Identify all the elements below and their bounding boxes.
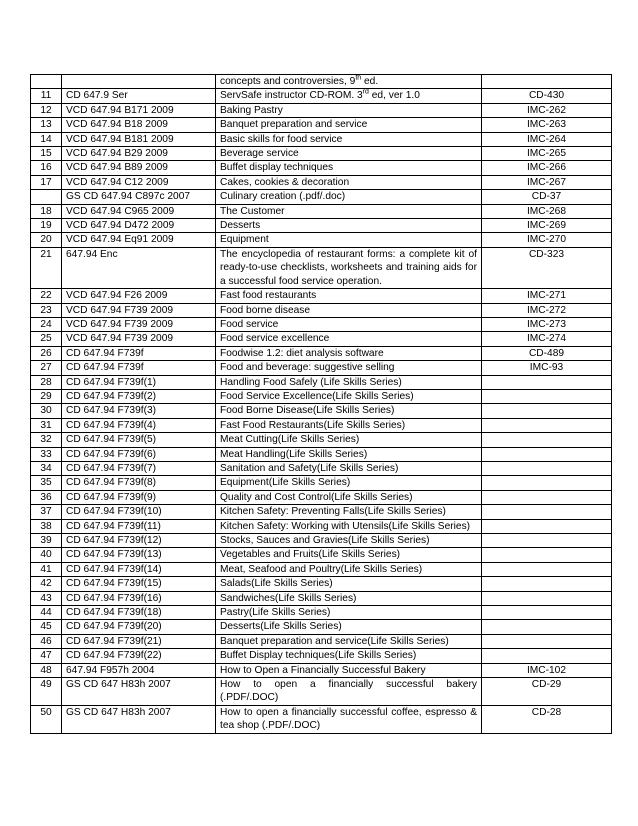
- table-row: [31, 577, 612, 591]
- table-row: [31, 505, 612, 519]
- item-title: Food borne disease: [216, 303, 482, 317]
- table-row: [31, 548, 612, 562]
- accession-code: IMC-268: [482, 204, 612, 218]
- item-title: Fast food restaurants: [216, 289, 482, 303]
- accession-code: [482, 620, 612, 634]
- call-number: CD 647.94 F739f(15): [62, 577, 216, 591]
- call-number: VCD 647.94 F739 2009: [62, 332, 216, 346]
- call-number: VCD 647.94 B89 2009: [62, 161, 216, 175]
- accession-code: IMC-262: [482, 103, 612, 117]
- accession-code: CD-28: [482, 705, 612, 733]
- item-title: Stocks, Sauces and Gravies(Life Skills Series): [216, 534, 482, 548]
- item-title: How to open a financially successful coffee, espresso & tea shop (.PDF/.DOC): [216, 705, 482, 733]
- call-number: CD 647.94 F739f(13): [62, 548, 216, 562]
- call-number: CD 647.94 F739f(14): [62, 562, 216, 576]
- table-row: [31, 346, 612, 360]
- row-number: 43: [31, 591, 62, 605]
- call-number: CD 647.9 Ser: [62, 89, 216, 103]
- table-row: [31, 447, 612, 461]
- accession-code: [482, 447, 612, 461]
- table-row: [31, 317, 612, 331]
- item-title: Food Service Excellence(Life Skills Series): [216, 389, 482, 403]
- accession-code: CD-37: [482, 190, 612, 204]
- row-number: 14: [31, 132, 62, 146]
- call-number: VCD 647.94 F739 2009: [62, 317, 216, 331]
- accession-code: [482, 75, 612, 89]
- accession-code: [482, 375, 612, 389]
- row-number: 25: [31, 332, 62, 346]
- accession-code: IMC-273: [482, 317, 612, 331]
- call-number: CD 647.94 F739f(16): [62, 591, 216, 605]
- table-row: [31, 103, 612, 117]
- accession-code: IMC-102: [482, 663, 612, 677]
- call-number: GS CD 647 H83h 2007: [62, 678, 216, 706]
- table-row: [31, 433, 612, 447]
- item-title: Buffet display techniques: [216, 161, 482, 175]
- table-row: [31, 161, 612, 175]
- row-number: 17: [31, 175, 62, 189]
- row-number: 29: [31, 389, 62, 403]
- accession-code: [482, 519, 612, 533]
- call-number: VCD 647.94 D472 2009: [62, 219, 216, 233]
- call-number: CD 647.94 F739f(1): [62, 375, 216, 389]
- call-number: CD 647.94 F739f(22): [62, 649, 216, 663]
- table-row: [31, 289, 612, 303]
- row-number: 50: [31, 705, 62, 733]
- accession-code: CD-29: [482, 678, 612, 706]
- call-number: VCD 647.94 F739 2009: [62, 303, 216, 317]
- table-row: [31, 649, 612, 663]
- row-number: 46: [31, 634, 62, 648]
- accession-code: [482, 418, 612, 432]
- item-title: Equipment: [216, 233, 482, 247]
- accession-code: [482, 606, 612, 620]
- table-row: [31, 89, 612, 103]
- row-number: 41: [31, 562, 62, 576]
- table-row: [31, 634, 612, 648]
- item-title: Vegetables and Fruits(Life Skills Series): [216, 548, 482, 562]
- item-title: Salads(Life Skills Series): [216, 577, 482, 591]
- row-number: 33: [31, 447, 62, 461]
- row-number: 24: [31, 317, 62, 331]
- call-number: 647.94 F957h 2004: [62, 663, 216, 677]
- item-title: Kitchen Safety: Working with Utensils(Life Skills Series): [216, 519, 482, 533]
- item-title: Foodwise 1.2: diet analysis software: [216, 346, 482, 360]
- row-number: 18: [31, 204, 62, 218]
- accession-code: [482, 505, 612, 519]
- table-row: [31, 118, 612, 132]
- call-number: CD 647.94 F739f(3): [62, 404, 216, 418]
- table-row: [31, 389, 612, 403]
- row-number: 32: [31, 433, 62, 447]
- call-number: CD 647.94 F739f(6): [62, 447, 216, 461]
- accession-code: [482, 634, 612, 648]
- table-row: [31, 418, 612, 432]
- accession-code: IMC-270: [482, 233, 612, 247]
- accession-code: [482, 649, 612, 663]
- row-number: 34: [31, 461, 62, 475]
- table-row: [31, 705, 612, 733]
- row-number: 48: [31, 663, 62, 677]
- item-title: [216, 75, 482, 89]
- row-number: 11: [31, 89, 62, 103]
- row-number: 45: [31, 620, 62, 634]
- row-number: 40: [31, 548, 62, 562]
- item-title: Kitchen Safety: Preventing Falls(Life Skills Series): [216, 505, 482, 519]
- accession-code: [482, 404, 612, 418]
- call-number: CD 647.94 F739f(20): [62, 620, 216, 634]
- call-number: CD 647.94 F739f(8): [62, 476, 216, 490]
- accession-code: IMC-269: [482, 219, 612, 233]
- call-number: CD 647.94 F739f(10): [62, 505, 216, 519]
- table-row: [31, 476, 612, 490]
- item-title: Sandwiches(Life Skills Series): [216, 591, 482, 605]
- item-title: Buffet Display techniques(Life Skills Series): [216, 649, 482, 663]
- table-row: [31, 591, 612, 605]
- call-number: CD 647.94 F739f(5): [62, 433, 216, 447]
- row-number: [31, 75, 62, 89]
- row-number: 21: [31, 247, 62, 288]
- catalog-table-body: [31, 75, 612, 734]
- accession-code: [482, 433, 612, 447]
- accession-code: [482, 577, 612, 591]
- item-title-text: ServSafe instructor CD-ROM. 3: [220, 90, 363, 102]
- table-row: [31, 303, 612, 317]
- accession-code: [482, 562, 612, 576]
- call-number: CD 647.94 F739f(18): [62, 606, 216, 620]
- call-number: CD 647.94 F739f(9): [62, 490, 216, 504]
- row-number: 49: [31, 678, 62, 706]
- row-number: 20: [31, 233, 62, 247]
- row-number: 15: [31, 147, 62, 161]
- table-row: [31, 663, 612, 677]
- accession-code: CD-323: [482, 247, 612, 288]
- call-number: CD 647.94 F739f(21): [62, 634, 216, 648]
- item-title: Pastry(Life Skills Series): [216, 606, 482, 620]
- item-title: [216, 89, 482, 103]
- ordinal-suffix: rd: [362, 89, 369, 97]
- accession-code: [482, 389, 612, 403]
- table-row: [31, 132, 612, 146]
- item-title: Handling Food Safely (Life Skills Series): [216, 375, 482, 389]
- row-number: 27: [31, 361, 62, 375]
- row-number: 13: [31, 118, 62, 132]
- accession-code: CD-430: [482, 89, 612, 103]
- accession-code: IMC-263: [482, 118, 612, 132]
- table-row: [31, 562, 612, 576]
- table-row: [31, 404, 612, 418]
- accession-code: IMC-93: [482, 361, 612, 375]
- accession-code: CD-489: [482, 346, 612, 360]
- call-number: CD 647.94 F739f(12): [62, 534, 216, 548]
- accession-code: [482, 591, 612, 605]
- item-title: Basic skills for food service: [216, 132, 482, 146]
- call-number: VCD 647.94 C965 2009: [62, 204, 216, 218]
- accession-code: [482, 548, 612, 562]
- accession-code: IMC-265: [482, 147, 612, 161]
- item-title-tail: ed.: [361, 76, 379, 87]
- table-row: [31, 606, 612, 620]
- table-row: [31, 678, 612, 706]
- row-number: 38: [31, 519, 62, 533]
- row-number: [31, 190, 62, 204]
- call-number: 647.94 Enc: [62, 247, 216, 288]
- accession-code: [482, 490, 612, 504]
- row-number: 22: [31, 289, 62, 303]
- table-row: [31, 233, 612, 247]
- table-row: [31, 375, 612, 389]
- item-title: Quality and Cost Control(Life Skills Series): [216, 490, 482, 504]
- item-title: Meat, Seafood and Poultry(Life Skills Series): [216, 562, 482, 576]
- row-number: 26: [31, 346, 62, 360]
- item-title: Culinary creation (.pdf/.doc): [216, 190, 482, 204]
- call-number: CD 647.94 F739f: [62, 361, 216, 375]
- item-title: Equipment(Life Skills Series): [216, 476, 482, 490]
- call-number: GS CD 647.94 C897c 2007: [62, 190, 216, 204]
- item-title: Cakes, cookies & decoration: [216, 175, 482, 189]
- item-title: Desserts: [216, 219, 482, 233]
- item-title: The encyclopedia of restaurant forms: a complete kit of ready-to-use checklists, worksheets and training aids for a successful food service operation.: [216, 247, 482, 288]
- table-row: [31, 204, 612, 218]
- item-title: How to Open a Financially Successful Bakery: [216, 663, 482, 677]
- accession-code: IMC-272: [482, 303, 612, 317]
- row-number: 42: [31, 577, 62, 591]
- row-number: 30: [31, 404, 62, 418]
- item-title: Meat Cutting(Life Skills Series): [216, 433, 482, 447]
- accession-code: [482, 461, 612, 475]
- accession-code: IMC-274: [482, 332, 612, 346]
- accession-code: IMC-267: [482, 175, 612, 189]
- item-title: Baking Pastry: [216, 103, 482, 117]
- call-number: VCD 647.94 C12 2009: [62, 175, 216, 189]
- call-number: CD 647.94 F739f: [62, 346, 216, 360]
- call-number: CD 647.94 F739f(11): [62, 519, 216, 533]
- call-number: VCD 647.94 B29 2009: [62, 147, 216, 161]
- item-title: Desserts(Life Skills Series): [216, 620, 482, 634]
- table-row: [31, 247, 612, 288]
- row-number: 31: [31, 418, 62, 432]
- item-title-text: concepts and controversies, 9: [220, 76, 356, 87]
- item-title: Banquet preparation and service(Life Skills Series): [216, 634, 482, 648]
- table-row: [31, 361, 612, 375]
- table-row: [31, 332, 612, 346]
- ordinal-suffix: th: [355, 74, 362, 82]
- table-row: [31, 519, 612, 533]
- row-number: 16: [31, 161, 62, 175]
- call-number: VCD 647.94 Eq91 2009: [62, 233, 216, 247]
- row-number: 12: [31, 103, 62, 117]
- row-number: 35: [31, 476, 62, 490]
- table-row: [31, 534, 612, 548]
- row-number: 28: [31, 375, 62, 389]
- call-number: CD 647.94 F739f(2): [62, 389, 216, 403]
- item-title: Food and beverage: suggestive selling: [216, 361, 482, 375]
- row-number: 44: [31, 606, 62, 620]
- table-row: [31, 620, 612, 634]
- accession-code: [482, 534, 612, 548]
- row-number: 23: [31, 303, 62, 317]
- item-title: Food service excellence: [216, 332, 482, 346]
- row-number: 37: [31, 505, 62, 519]
- call-number: VCD 647.94 B171 2009: [62, 103, 216, 117]
- item-title: Food service: [216, 317, 482, 331]
- table-row: [31, 190, 612, 204]
- item-title: The Customer: [216, 204, 482, 218]
- item-title-tail: ed, ver 1.0: [368, 90, 420, 102]
- call-number: VCD 647.94 B18 2009: [62, 118, 216, 132]
- item-title: Sanitation and Safety(Life Skills Series): [216, 461, 482, 475]
- item-title: Fast Food Restaurants(Life Skills Series): [216, 418, 482, 432]
- table-row: [31, 490, 612, 504]
- catalog-table: [30, 74, 612, 734]
- accession-code: IMC-266: [482, 161, 612, 175]
- call-number: CD 647.94 F739f(7): [62, 461, 216, 475]
- call-number: CD 647.94 F739f(4): [62, 418, 216, 432]
- row-number: 47: [31, 649, 62, 663]
- table-row: [31, 75, 612, 89]
- accession-code: IMC-271: [482, 289, 612, 303]
- call-number: GS CD 647 H83h 2007: [62, 705, 216, 733]
- accession-code: IMC-264: [482, 132, 612, 146]
- table-row: [31, 147, 612, 161]
- call-number: VCD 647.94 B181 2009: [62, 132, 216, 146]
- row-number: 39: [31, 534, 62, 548]
- item-title: Meat Handling(Life Skills Series): [216, 447, 482, 461]
- item-title: Banquet preparation and service: [216, 118, 482, 132]
- item-title: Beverage service: [216, 147, 482, 161]
- table-row: [31, 175, 612, 189]
- row-number: 19: [31, 219, 62, 233]
- item-title: How to open a financially successful bakery (.PDF/.DOC): [216, 678, 482, 706]
- item-title: Food Borne Disease(Life Skills Series): [216, 404, 482, 418]
- table-row: [31, 461, 612, 475]
- table-row: [31, 219, 612, 233]
- row-number: 36: [31, 490, 62, 504]
- accession-code: [482, 476, 612, 490]
- call-number: VCD 647.94 F26 2009: [62, 289, 216, 303]
- call-number: [62, 75, 216, 89]
